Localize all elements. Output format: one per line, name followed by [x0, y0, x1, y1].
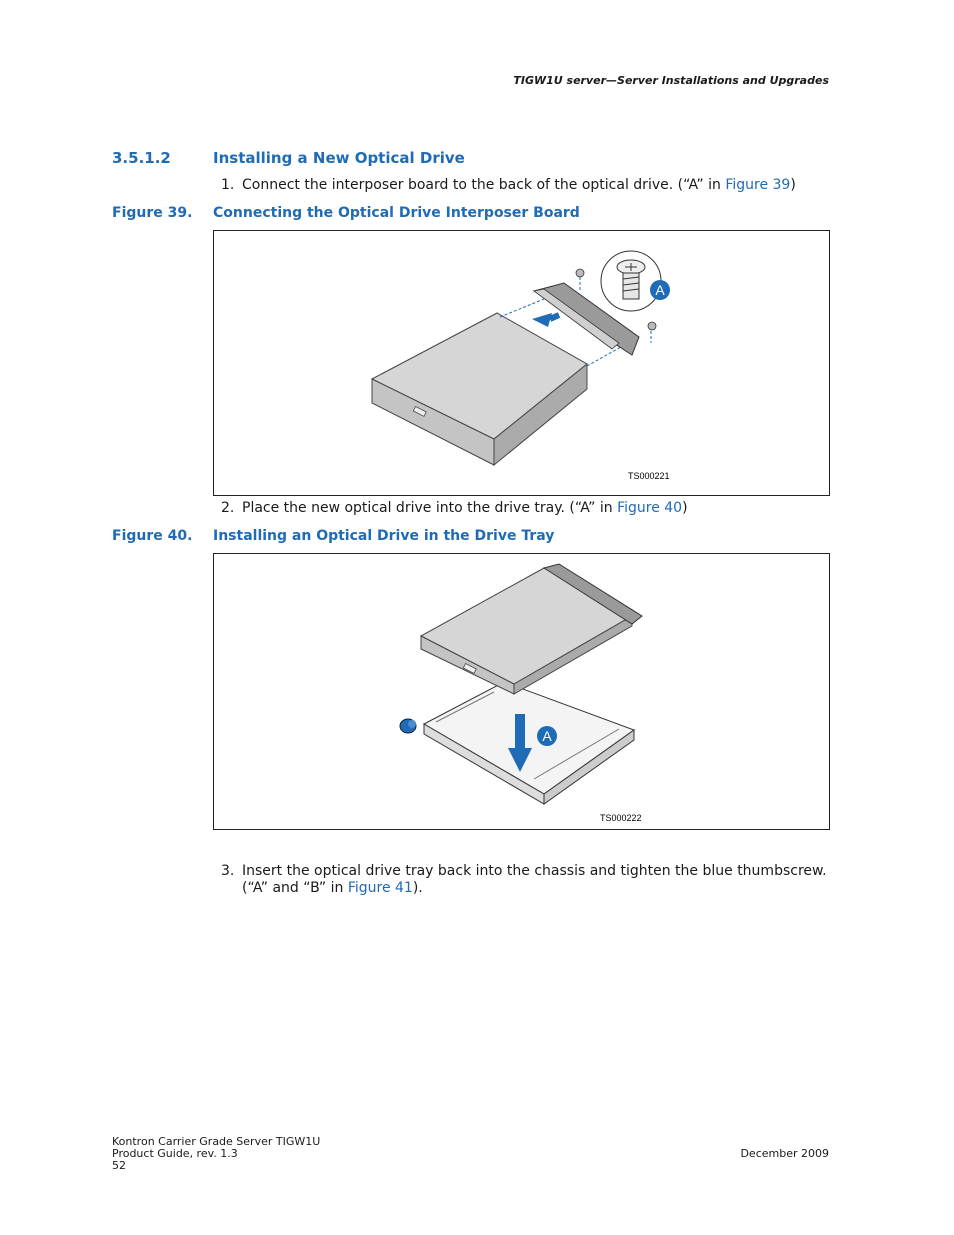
footer-left — [112, 1136, 320, 1172]
figure-40-title: Installing an Optical Drive in the Drive Tray — [213, 528, 555, 544]
step-number: 1. — [221, 177, 235, 193]
figure-39-label: Figure 39. — [112, 205, 193, 221]
figure-40-callout: A — [542, 728, 552, 744]
figure-41-link[interactable]: Figure 41 — [347, 880, 413, 896]
step-text-end: ) — [790, 177, 796, 193]
footer-product: Kontron Carrier Grade Server TIGW1U — [112, 1135, 321, 1148]
step-number: 2. — [221, 500, 235, 516]
section-number: 3.5.1.2 — [112, 149, 171, 167]
figure-39-illustration — [213, 230, 830, 496]
footer-date: December 2009 — [740, 1147, 829, 1160]
figure-40-illustration — [213, 553, 830, 830]
section-title: Installing a New Optical Drive — [213, 149, 465, 167]
step-text-end: ). — [412, 880, 423, 896]
step-3 — [221, 863, 841, 899]
figure-39-link[interactable]: Figure 39 — [725, 177, 791, 193]
running-header: TIGW1U server—Server Installations and Upgrades — [513, 74, 829, 87]
figure-39-title: Connecting the Optical Drive Interposer Board — [213, 205, 580, 221]
figure-39-callout: A — [655, 282, 665, 298]
step-text-end: ) — [682, 500, 688, 516]
figure-40-link[interactable]: Figure 40 — [617, 500, 683, 516]
figure-40-id: TS000222 — [600, 813, 642, 823]
figure-39-id: TS000221 — [628, 471, 670, 481]
step-text: Connect the interposer board to the back of the optical drive. (“A” in — [242, 177, 726, 193]
footer-guide: Product Guide, rev. 1.3 — [112, 1147, 238, 1160]
step-number: 3. — [221, 863, 235, 879]
figure-40-label: Figure 40. — [112, 528, 193, 544]
step-text: Insert the optical drive tray back into the chassis and tighten the blue thumbscrew. — [242, 863, 827, 879]
page-number: 52 — [112, 1159, 126, 1172]
step-text: (“A” and “B” in — [242, 880, 348, 896]
step-text: Place the new optical drive into the drive tray. (“A” in — [242, 500, 618, 516]
